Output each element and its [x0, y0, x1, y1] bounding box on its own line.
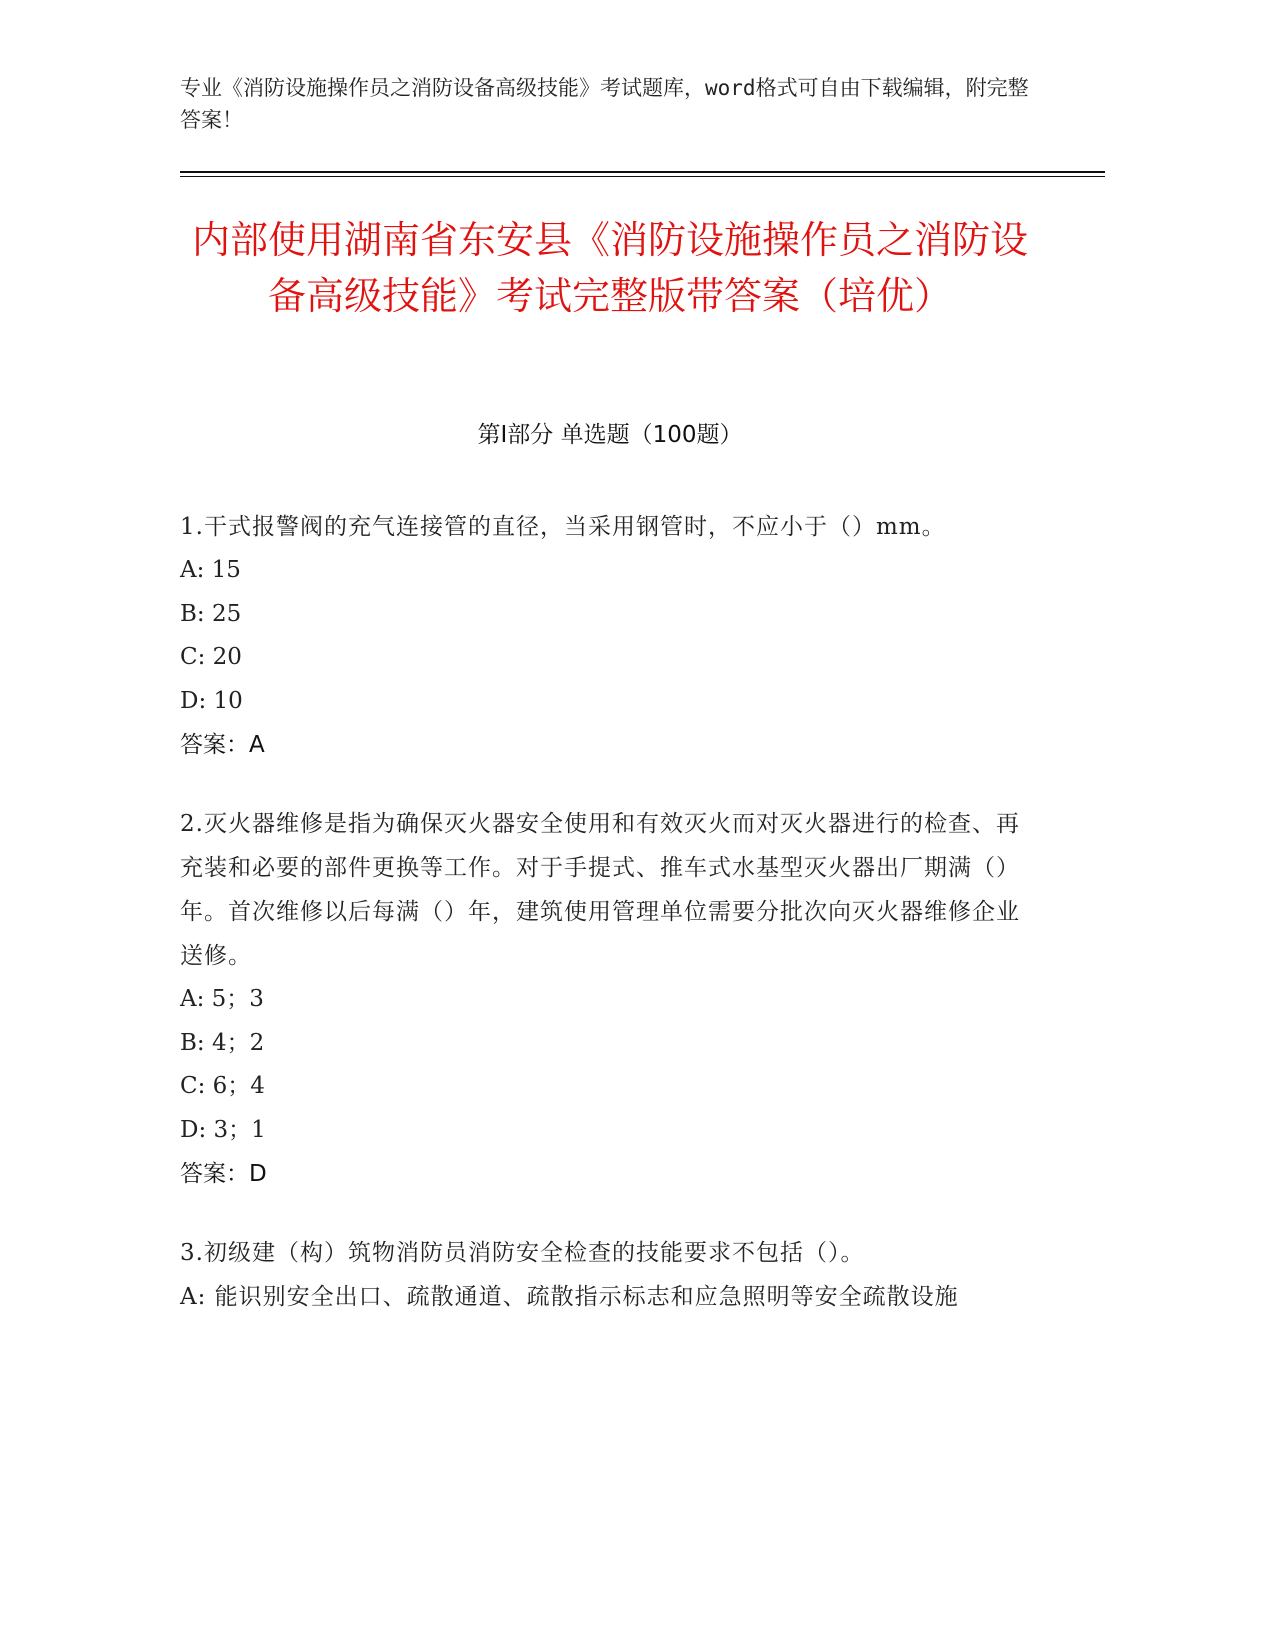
answer-label: 答案：A — [180, 732, 265, 758]
option-b: B: 25 — [180, 600, 242, 627]
answer-label: 答案：D — [180, 1161, 267, 1187]
option-d: D: 10 — [180, 687, 243, 714]
question-text: 3.初级建（构）筑物消防员消防安全检查的技能要求不包括（）。 — [180, 1240, 865, 1266]
option-c: C: 20 — [180, 644, 242, 670]
document-title: 内部使用湖南省东安县《消防设施操作员之消防设备高级技能》考试完整版带答案（培优） — [191, 218, 1028, 318]
header-divider-thin — [180, 176, 1105, 177]
question-list — [180, 505, 1040, 1354]
option-a: A: 5；3 — [180, 986, 264, 1012]
option-a: A: 15 — [180, 557, 241, 583]
question-item — [180, 505, 1040, 767]
option-a: A: 能识别安全出口、疏散通道、疏散指示标志和应急照明等安全疏散设施 — [180, 1284, 959, 1310]
option-d: D: 3；1 — [180, 1116, 266, 1143]
question-text: 1.干式报警阀的充气连接管的直径，当采用钢管时，不应小于（）mm。 — [180, 514, 946, 540]
question-text: 2.灭火器维修是指为确保灭火器安全使用和有效灭火而对灭火器进行的检查、再充装和必要的部件更换等工作。对于手提式、推车式水基型灭火器出厂期满（）年。首次维修以后每满（）年，建筑使用管理单位需要分批次向灭火器维修企业送修。 — [180, 811, 1020, 969]
section-title: 第Ⅰ部分 单选题（100题） — [477, 422, 743, 448]
question-item — [180, 802, 1040, 1196]
option-b: B: 4；2 — [180, 1029, 265, 1056]
question-item — [180, 1231, 1040, 1319]
header-divider-thick — [180, 171, 1105, 173]
header-note: 专业《消防设施操作员之消防设备高级技能》考试题库，word格式可自由下载编辑，附完整答案！ — [180, 76, 1029, 132]
option-c: C: 6；4 — [180, 1073, 265, 1099]
